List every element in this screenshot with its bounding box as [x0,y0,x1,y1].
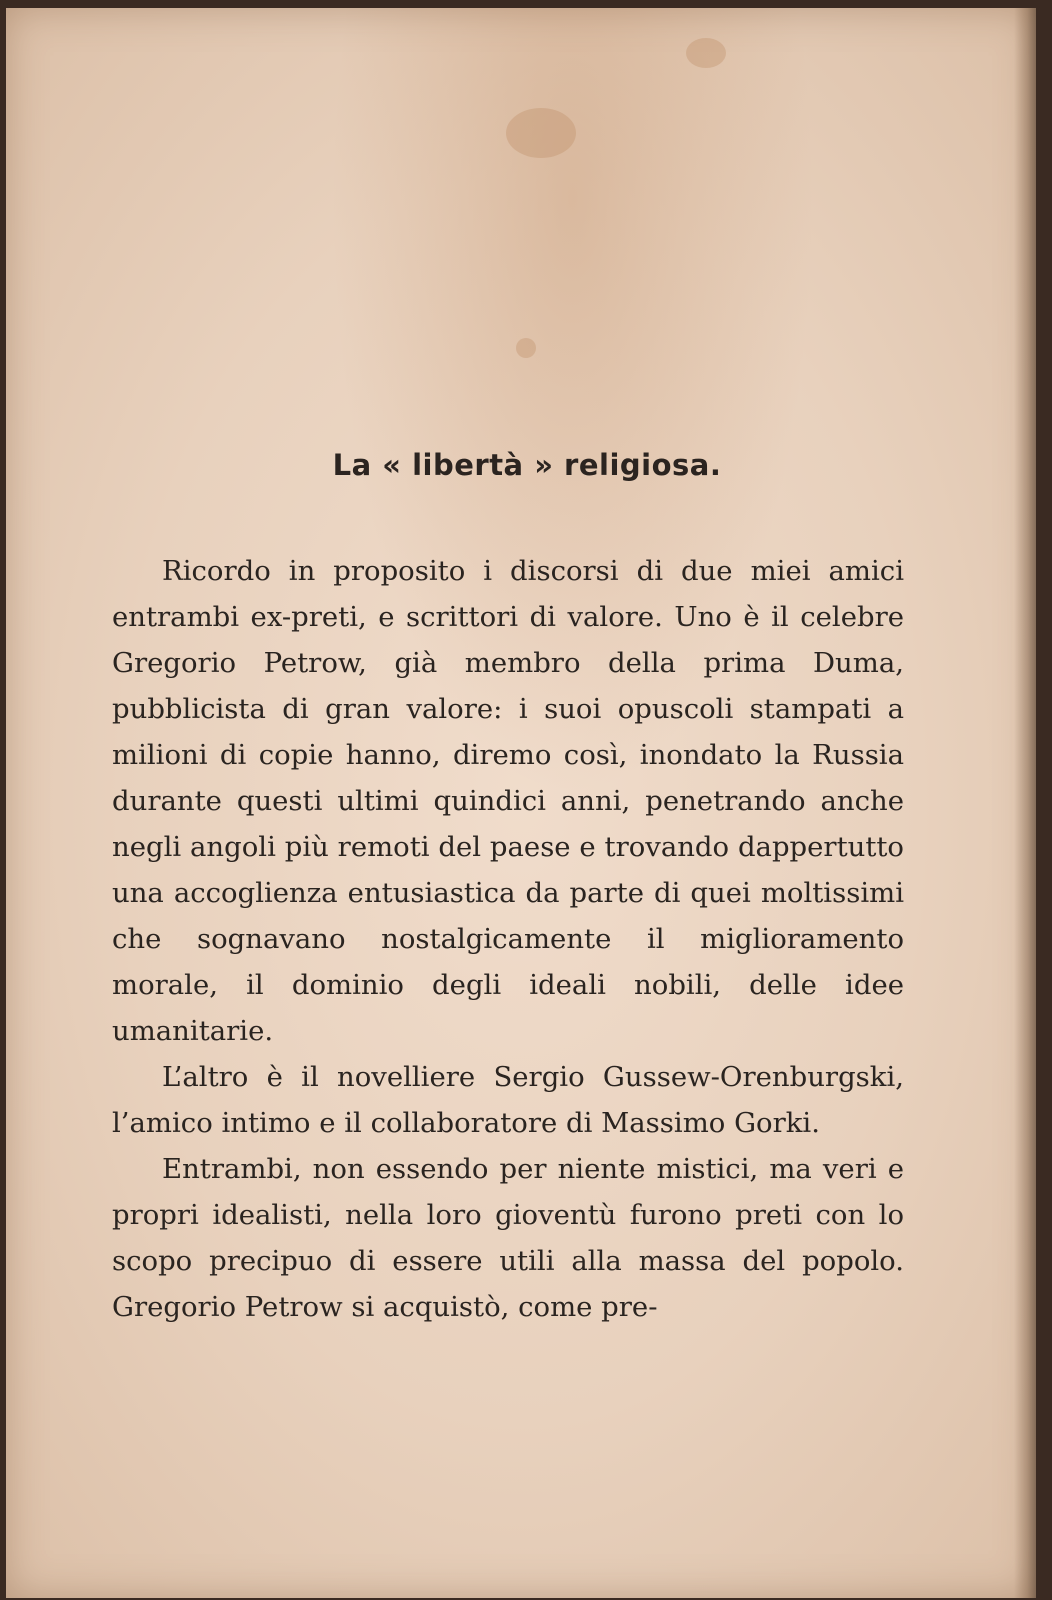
paragraph: Entrambi, non essendo per niente mistici, ma veri e propri idealisti, nella loro gioventù furono preti con lo scopo precipuo di essere utili alla massa del popolo. Gregorio Petrow si acquistò, come pre- [112,1153,904,1323]
book-page [6,8,1036,1598]
foxing-stain [506,108,576,158]
paragraph: L’altro è il novelliere Sergio Gussew-Orenburgski, l’amico intimo e il collaboratore di Massimo Gorki. [112,1061,904,1139]
foxing-stain [516,338,536,358]
body-text [112,548,904,1330]
foxing-stain [686,38,726,68]
paragraph: Ricordo in proposito i discorsi di due miei amici entrambi ex-preti, e scrittori di valore. Uno è il celebre Gregorio Petrow, già membro della prima Duma, pubblicista di gran valore: i suoi opuscoli stampati a milioni di copie hanno, diremo così, inondato la Russia durante questi ultimi quindici anni, penetrando anche negli angoli più remoti del paese e trovando dappertutto una accoglienza entusiastica da parte di quei moltissimi che sognavano nostalgicamente il miglioramento morale, il dominio degli ideali nobili, delle idee umanitarie. [112,555,904,1047]
page-heading: La « libertà » religiosa. [332,448,722,482]
